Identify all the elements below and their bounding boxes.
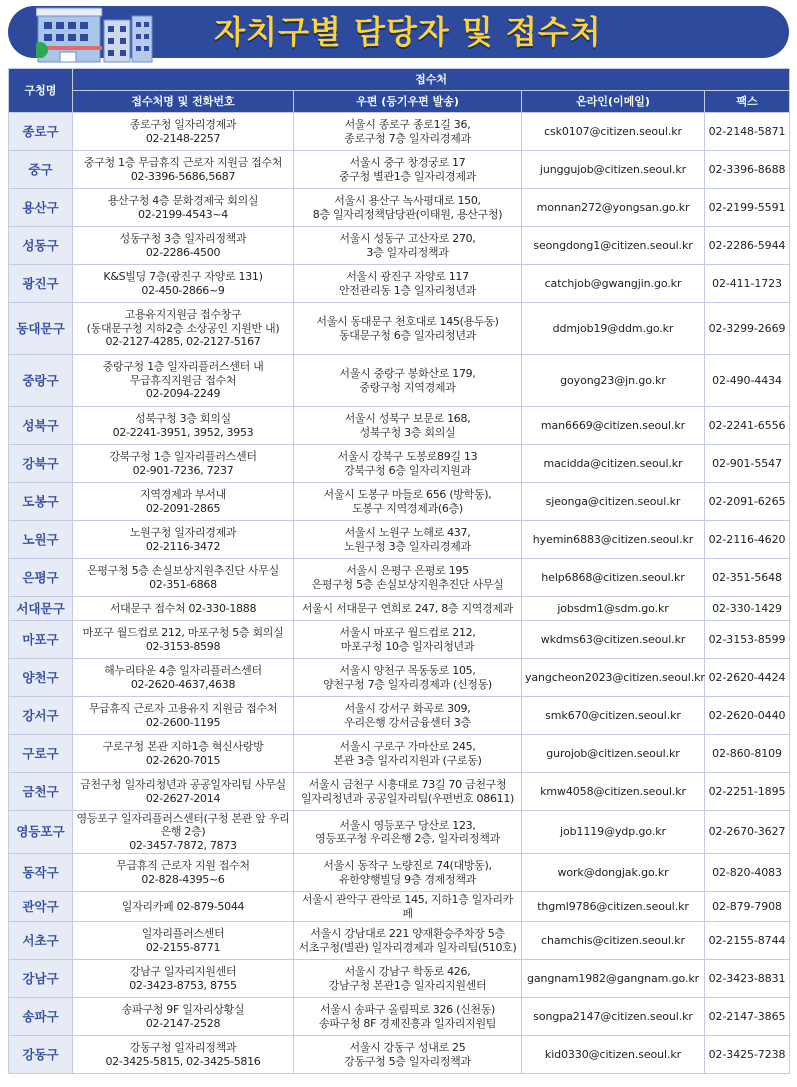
- district-cell: 은평구: [9, 559, 73, 597]
- office-cell: 일자리플러스센터 02-2155-8771: [73, 922, 294, 960]
- post-cell: 서울시 영등포구 당산로 123, 영등포구청 우리은행 2층, 일자리정책과: [294, 811, 522, 854]
- email-cell: kid0330@citizen.seoul.kr: [522, 1036, 705, 1074]
- fax-cell: 02-3396-8688: [705, 151, 790, 189]
- district-cell: 양천구: [9, 659, 73, 697]
- table-row: [9, 265, 790, 303]
- district-cell: 강동구: [9, 1036, 73, 1074]
- email-cell: junggujob@citizen.seoul.kr: [522, 151, 705, 189]
- table-row: [9, 998, 790, 1036]
- header-fax: 팩스: [705, 91, 790, 113]
- fax-cell: 02-820-4083: [705, 854, 790, 892]
- office-cell: 서대문구 접수처 02-330-1888: [73, 597, 294, 621]
- email-cell: smk670@citizen.seoul.kr: [522, 697, 705, 735]
- header-post: 우편 (등기우편 발송): [294, 91, 522, 113]
- header-reception: 접수처: [73, 69, 790, 91]
- title-banner: [8, 6, 789, 58]
- fax-cell: 02-901-5547: [705, 445, 790, 483]
- post-cell: 서울시 강서구 화곡로 309, 우리은행 강서금융센터 3층: [294, 697, 522, 735]
- office-cell: 해누리타운 4층 일자리플러스센터 02-2620-4637,4638: [73, 659, 294, 697]
- office-cell: 중랑구청 1층 일자리플러스센터 내 무급휴직지원금 접수처 02-2094-2249: [73, 355, 294, 407]
- post-cell: 서울시 은평구 은평로 195 은평구청 5층 손실보상지원추진단 사무실: [294, 559, 522, 597]
- post-cell: 서울시 강남구 학동로 426, 강남구청 본관1층 일자리지원센터: [294, 960, 522, 998]
- fax-cell: 02-2148-5871: [705, 113, 790, 151]
- post-cell: 서울시 성동구 고산자로 270, 3층 일자리정책과: [294, 227, 522, 265]
- table-row: [9, 735, 790, 773]
- district-cell: 금천구: [9, 773, 73, 811]
- office-cell: 구로구청 본관 지하1층 혁신사랑방 02-2620-7015: [73, 735, 294, 773]
- district-cell: 서초구: [9, 922, 73, 960]
- email-cell: goyong23@jn.go.kr: [522, 355, 705, 407]
- table-row: [9, 697, 790, 735]
- post-cell: 서울시 중랑구 봉화산로 179, 중랑구청 지역경제과: [294, 355, 522, 407]
- table-row: [9, 597, 790, 621]
- post-cell: 서울시 도봉구 마들로 656 (방학동), 도봉구 지역경제과(6층): [294, 483, 522, 521]
- post-cell: 서울시 관악구 관악로 145, 지하1층 일자리카페: [294, 892, 522, 922]
- fax-cell: 02-2620-0440: [705, 697, 790, 735]
- fax-cell: 02-860-8109: [705, 735, 790, 773]
- table-row: [9, 189, 790, 227]
- header-email: 온라인(이메일): [522, 91, 705, 113]
- post-cell: 서울시 송파구 올림픽로 326 (신천동) 송파구청 8F 경제진흥과 일자리지원팀: [294, 998, 522, 1036]
- office-cell: 노원구청 일자리경제과 02-2116-3472: [73, 521, 294, 559]
- header-row-group: [9, 69, 790, 91]
- email-cell: yangcheon2023@citizen.seoul.kr: [522, 659, 705, 697]
- post-cell: 서울시 성북구 보문로 168, 성북구청 3층 회의실: [294, 407, 522, 445]
- district-cell: 성동구: [9, 227, 73, 265]
- email-cell: help6868@citizen.seoul.kr: [522, 559, 705, 597]
- table-row: [9, 113, 790, 151]
- table-row: [9, 811, 790, 854]
- header-district: 구청명: [9, 69, 73, 113]
- fax-cell: 02-2091-6265: [705, 483, 790, 521]
- office-cell: K&S빌딩 7층(광진구 자양로 131) 02-450-2866~9: [73, 265, 294, 303]
- office-cell: 일자리카페 02-879-5044: [73, 892, 294, 922]
- fax-cell: 02-330-1429: [705, 597, 790, 621]
- district-cell: 구로구: [9, 735, 73, 773]
- fax-cell: 02-2199-5591: [705, 189, 790, 227]
- table-row: [9, 483, 790, 521]
- email-cell: hyemin6883@citizen.seoul.kr: [522, 521, 705, 559]
- office-cell: 송파구청 9F 일자리상황실 02-2147-2528: [73, 998, 294, 1036]
- table-row: [9, 355, 790, 407]
- post-cell: 서울시 서대문구 연희로 247, 8층 지역경제과: [294, 597, 522, 621]
- fax-cell: 02-2251-1895: [705, 773, 790, 811]
- office-cell: 마포구 월드컵로 212, 마포구청 5층 회의실 02-3153-8598: [73, 621, 294, 659]
- office-cell: 은평구청 5층 손실보상지원추진단 사무실 02-351-6868: [73, 559, 294, 597]
- email-cell: wkdms63@citizen.seoul.kr: [522, 621, 705, 659]
- email-cell: ddmjob19@ddm.go.kr: [522, 303, 705, 355]
- fax-cell: 02-2670-3627: [705, 811, 790, 854]
- post-cell: 서울시 금천구 시흥대로 73길 70 금천구청 일자리청년과 공공일자리팀(우편번호 08611): [294, 773, 522, 811]
- table-row: [9, 1036, 790, 1074]
- fax-cell: 02-411-1723: [705, 265, 790, 303]
- email-cell: thgml9786@citizen.seoul.kr: [522, 892, 705, 922]
- fax-cell: 02-2620-4424: [705, 659, 790, 697]
- district-cell: 송파구: [9, 998, 73, 1036]
- district-cell: 강서구: [9, 697, 73, 735]
- office-cell: 고용유지지원금 접수창구 (동대문구청 지하2층 소상공인 지원반 내) 02-2127-4285, 02-2127-5167: [73, 303, 294, 355]
- office-cell: 중구청 1층 무급휴직 근로자 지원금 접수처 02-3396-5686,5687: [73, 151, 294, 189]
- district-cell: 중랑구: [9, 355, 73, 407]
- office-cell: 강남구 일자리지원센터 02-3423-8753, 8755: [73, 960, 294, 998]
- office-cell: 강동구청 일자리정책과 02-3425-5815, 02-3425-5816: [73, 1036, 294, 1074]
- post-cell: 서울시 동작구 노량진로 74(대방동), 유한양행빌딩 9층 경제정책과: [294, 854, 522, 892]
- district-cell: 관악구: [9, 892, 73, 922]
- office-cell: 무급휴직 근로자 지원 접수처 02-828-4395~6: [73, 854, 294, 892]
- district-cell: 도봉구: [9, 483, 73, 521]
- table-row: [9, 960, 790, 998]
- table-row: [9, 303, 790, 355]
- fax-cell: 02-2147-3865: [705, 998, 790, 1036]
- table-row: [9, 227, 790, 265]
- email-cell: job1119@ydp.go.kr: [522, 811, 705, 854]
- office-cell: 무급휴직 근로자 고용유지 지원금 접수처 02-2600-1195: [73, 697, 294, 735]
- email-cell: gurojob@citizen.seoul.kr: [522, 735, 705, 773]
- table-row: [9, 559, 790, 597]
- email-cell: catchjob@gwangjin.go.kr: [522, 265, 705, 303]
- email-cell: macidda@citizen.seoul.kr: [522, 445, 705, 483]
- table-row: [9, 922, 790, 960]
- email-cell: kmw4058@citizen.seoul.kr: [522, 773, 705, 811]
- fax-cell: 02-879-7908: [705, 892, 790, 922]
- post-cell: 서울시 강동구 성내로 25 강동구청 5층 일자리정책과: [294, 1036, 522, 1074]
- post-cell: 서울시 마포구 월드컵로 212, 마포구청 10층 일자리청년과: [294, 621, 522, 659]
- office-cell: 지역경제과 부서내 02-2091-2865: [73, 483, 294, 521]
- district-cell: 강남구: [9, 960, 73, 998]
- email-cell: man6669@citizen.seoul.kr: [522, 407, 705, 445]
- post-cell: 서울시 양천구 목동동로 105, 양천구청 7층 일자리경제과 (신정동): [294, 659, 522, 697]
- table-row: [9, 151, 790, 189]
- fax-cell: 02-2286-5944: [705, 227, 790, 265]
- office-cell: 용산구청 4층 문화경제국 회의실 02-2199-4543~4: [73, 189, 294, 227]
- district-cell: 종로구: [9, 113, 73, 151]
- fax-cell: 02-2155-8744: [705, 922, 790, 960]
- header-row-columns: [9, 91, 790, 113]
- post-cell: 서울시 용산구 녹사평대로 150, 8층 일자리정책담당관(이태원, 용산구청): [294, 189, 522, 227]
- post-cell: 서울시 종로구 종로1길 36, 종로구청 7층 일자리경제과: [294, 113, 522, 151]
- email-cell: seongdong1@citizen.seoul.kr: [522, 227, 705, 265]
- post-cell: 서울시 강남대로 221 양재환승주차장 5층 서초구청(별관) 일자리경제과 일자리팀(510호): [294, 922, 522, 960]
- district-cell: 중구: [9, 151, 73, 189]
- office-cell: 금천구청 일자리청년과 공공일자리팀 사무실 02-2627-2014: [73, 773, 294, 811]
- district-cell: 노원구: [9, 521, 73, 559]
- table-row: [9, 621, 790, 659]
- email-cell: work@dongjak.go.kr: [522, 854, 705, 892]
- page-title: 자치구별 담당자 및 접수처: [214, 13, 602, 51]
- district-cell: 마포구: [9, 621, 73, 659]
- fax-cell: 02-3423-8831: [705, 960, 790, 998]
- post-cell: 서울시 중구 창경궁로 17 중구청 별관1층 일자리경제과: [294, 151, 522, 189]
- table-row: [9, 521, 790, 559]
- district-cell: 광진구: [9, 265, 73, 303]
- table-row: [9, 854, 790, 892]
- table-row: [9, 445, 790, 483]
- post-cell: 서울시 광진구 자양로 117 안전관리동 1층 일자리청년과: [294, 265, 522, 303]
- email-cell: sjeonga@citizen.seoul.kr: [522, 483, 705, 521]
- fax-cell: 02-3299-2669: [705, 303, 790, 355]
- district-cell: 영등포구: [9, 811, 73, 854]
- fax-cell: 02-3153-8599: [705, 621, 790, 659]
- email-cell: songpa2147@citizen.seoul.kr: [522, 998, 705, 1036]
- post-cell: 서울시 강북구 도봉로89길 13 강북구청 6층 일자리지원과: [294, 445, 522, 483]
- table-row: [9, 773, 790, 811]
- post-cell: 서울시 구로구 가마산로 245, 본관 3층 일자리지원과 (구로동): [294, 735, 522, 773]
- district-cell: 동작구: [9, 854, 73, 892]
- district-cell: 강북구: [9, 445, 73, 483]
- building-icon: [36, 6, 166, 64]
- table-row: [9, 407, 790, 445]
- fax-cell: 02-351-5648: [705, 559, 790, 597]
- table-row: [9, 892, 790, 922]
- fax-cell: 02-2116-4620: [705, 521, 790, 559]
- office-cell: 영등포구 일자리플러스센터(구청 본관 앞 우리은행 2층) 02-3457-7872, 7873: [73, 811, 294, 854]
- header-office: 접수처명 및 전화번호: [73, 91, 294, 113]
- email-cell: chamchis@citizen.seoul.kr: [522, 922, 705, 960]
- district-cell: 성북구: [9, 407, 73, 445]
- district-cell: 용산구: [9, 189, 73, 227]
- fax-cell: 02-2241-6556: [705, 407, 790, 445]
- email-cell: monnan272@yongsan.go.kr: [522, 189, 705, 227]
- fax-cell: 02-490-4434: [705, 355, 790, 407]
- email-cell: gangnam1982@gangnam.go.kr: [522, 960, 705, 998]
- post-cell: 서울시 노원구 노해로 437, 노원구청 3층 일자리경제과: [294, 521, 522, 559]
- email-cell: jobsdm1@sdm.go.kr: [522, 597, 705, 621]
- contact-table: [8, 68, 790, 1074]
- fax-cell: 02-3425-7238: [705, 1036, 790, 1074]
- office-cell: 성동구청 3층 일자리정책과 02-2286-4500: [73, 227, 294, 265]
- post-cell: 서울시 동대문구 천호대로 145(용두동) 동대문구청 6층 일자리청년과: [294, 303, 522, 355]
- office-cell: 성북구청 3층 회의실 02-2241-3951, 3952, 3953: [73, 407, 294, 445]
- district-cell: 서대문구: [9, 597, 73, 621]
- email-cell: csk0107@citizen.seoul.kr: [522, 113, 705, 151]
- office-cell: 강북구청 1층 일자리플러스센터 02-901-7236, 7237: [73, 445, 294, 483]
- district-cell: 동대문구: [9, 303, 73, 355]
- table-row: [9, 659, 790, 697]
- office-cell: 종로구청 일자리경제과 02-2148-2257: [73, 113, 294, 151]
